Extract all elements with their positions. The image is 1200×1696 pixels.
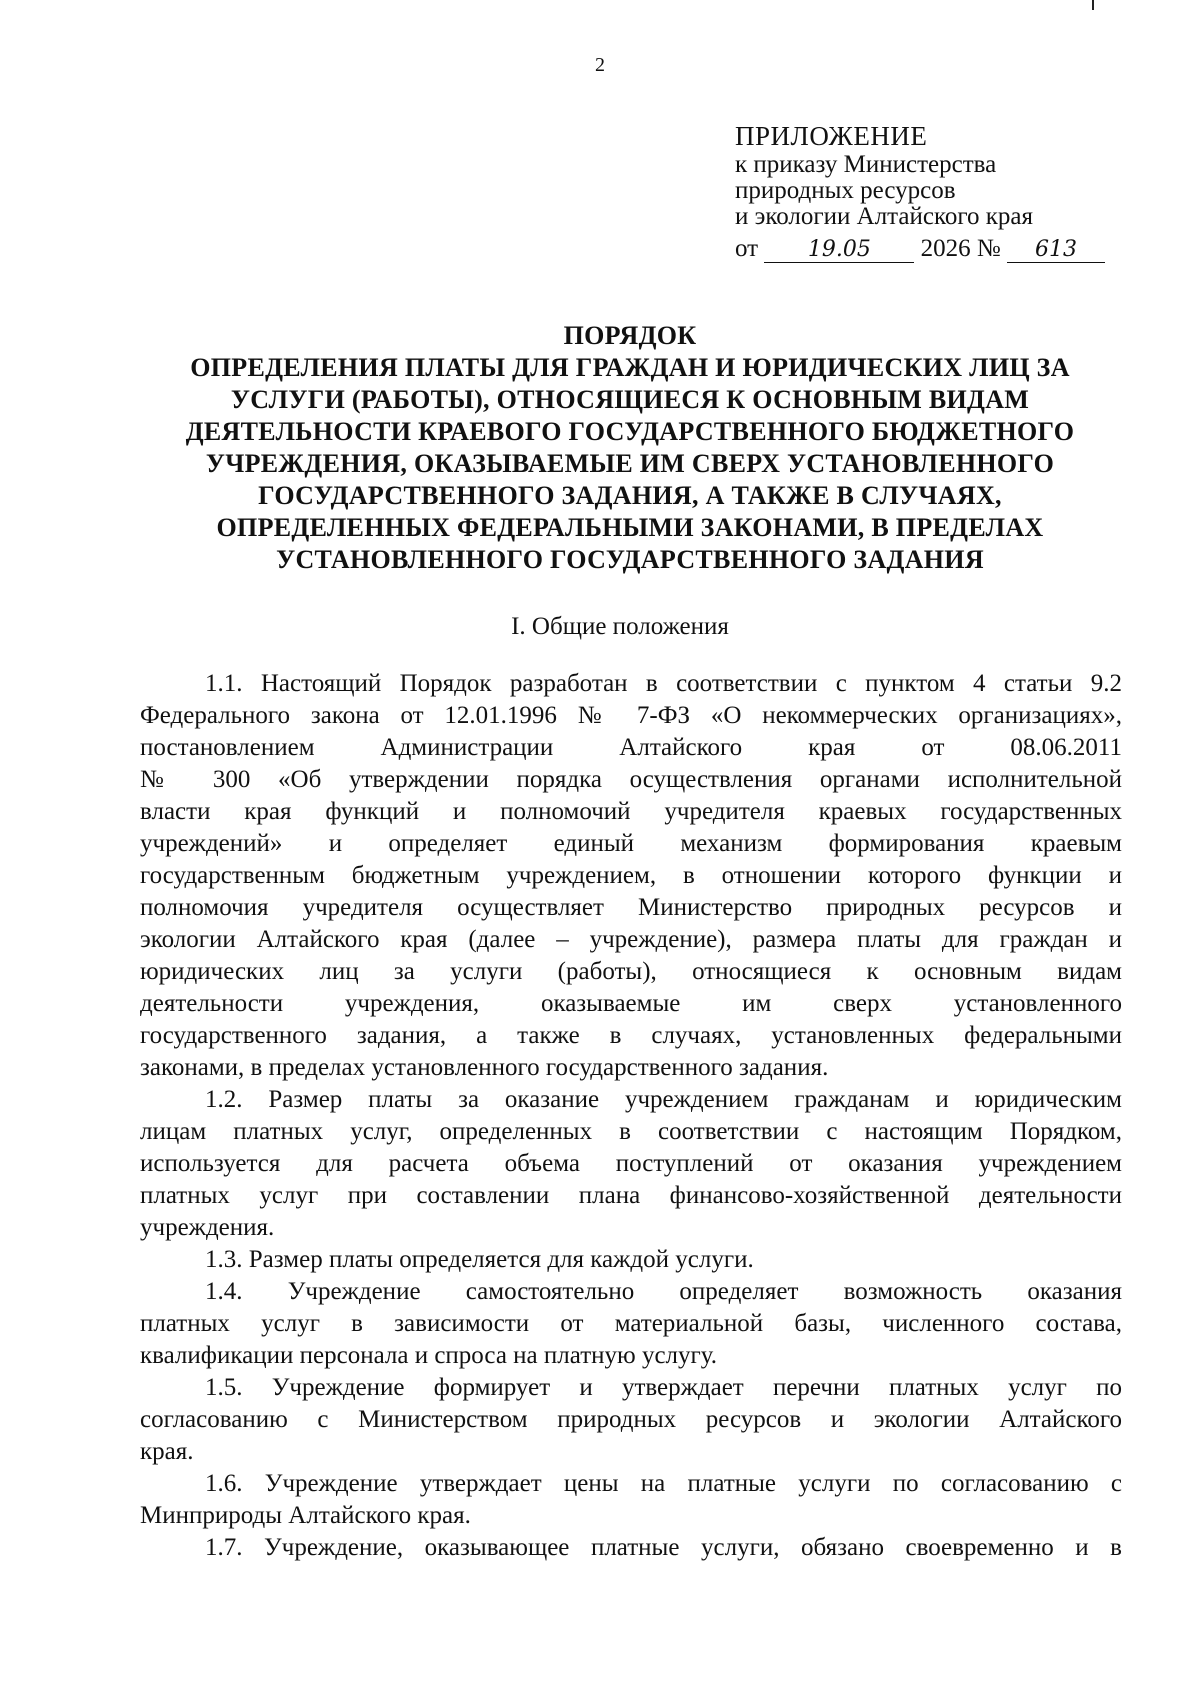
paragraph-line: учреждения. (140, 1214, 275, 1241)
title-line: ОПРЕДЕЛЕНИЯ ПЛАТЫ ДЛЯ ГРАЖДАН И ЮРИДИЧЕСКИХ ЛИЦ ЗА (190, 353, 1070, 382)
paragraph-line: экологии Алтайского края (далее – учреждение), размера платы для граждан и (140, 926, 1122, 953)
paragraph (140, 1084, 1122, 1244)
year-label: 2026 № (920, 235, 1001, 262)
paragraph-line: платных услуг в зависимости от материальной базы, численного состава, (140, 1310, 1122, 1337)
appendix-heading: ПРИЛОЖЕНИЕ (735, 121, 928, 151)
paragraph-line: учреждений» и определяет единый механизм формирования краевым (140, 830, 1122, 857)
page-number: 2 (595, 54, 605, 76)
paragraph-line: 1.6. Учреждение утверждает цены на платные услуги по согласованию с (205, 1470, 1122, 1497)
paragraph-line: государственным бюджетным учреждением, в отношении которого функции и (140, 862, 1122, 889)
paragraph-line: государственного задания, а также в случаях, установленных федеральными (140, 1022, 1122, 1049)
appendix-line: природных ресурсов (735, 177, 956, 204)
appendix-date-line (735, 236, 1135, 263)
title-line: УЧРЕЖДЕНИЯ, ОКАЗЫВАЕМЫЕ ИМ СВЕРХ УСТАНОВЛЕННОГО (205, 449, 1055, 478)
paragraph-line: используется для расчета объема поступлений от оказания учреждением (140, 1150, 1122, 1177)
handwritten-date: 19.05 (764, 238, 914, 263)
paragraph-line: Федерального закона от 12.01.1996 № 7-ФЗ «О некоммерческих организациях», (140, 702, 1122, 729)
paragraph-line: 1.3. Размер платы определяется для каждой услуги. (205, 1246, 754, 1273)
paragraph-line: 1.5. Учреждение формирует и утверждает перечни платных услуг по (205, 1374, 1122, 1401)
paragraph (140, 1468, 1122, 1532)
title-line: УСТАНОВЛЕННОГО ГОСУДАРСТВЕННОГО ЗАДАНИЯ (276, 545, 984, 574)
paragraph-line: деятельности учреждения, оказываемые им сверх установленного (140, 990, 1122, 1017)
paragraph-line: края. (140, 1438, 194, 1465)
title-line: ДЕЯТЕЛЬНОСТИ КРАЕВОГО ГОСУДАРСТВЕННОГО БЮДЖЕТНОГО (185, 417, 1075, 446)
paragraph-line: лицам платных услуг, определенных в соответствии с настоящим Порядком, (140, 1118, 1122, 1145)
document-body (140, 668, 1122, 1564)
paragraph-line: полномочия учредителя осуществляет Министерство природных ресурсов и (140, 894, 1122, 921)
paragraph-line: № 300 «Об утверждении порядка осуществления органами исполнительной (140, 766, 1122, 793)
title-line: ОПРЕДЕЛЕННЫХ ФЕДЕРАЛЬНЫМИ ЗАКОНАМИ, В ПРЕДЕЛАХ (216, 513, 1044, 542)
document-title (140, 320, 1120, 576)
paragraph (140, 1276, 1122, 1372)
paragraph-line: Минприроды Алтайского края. (140, 1502, 471, 1529)
section-heading: I. Общие положения (511, 613, 729, 640)
scan-edge-mark (1092, 0, 1094, 10)
paragraph (140, 1244, 1122, 1276)
paragraph-line: законами, в пределах установленного государственного задания. (140, 1054, 829, 1081)
appendix-block (735, 120, 1135, 263)
appendix-line: к приказу Министерства (735, 151, 997, 178)
paragraph-line: 1.2. Размер платы за оказание учреждением гражданам и юридическим (205, 1086, 1122, 1113)
title-line: ГОСУДАРСТВЕННОГО ЗАДАНИЯ, А ТАКЖЕ В СЛУЧАЯХ, (258, 481, 1002, 510)
paragraph-line: 1.4. Учреждение самостоятельно определяет возможность оказания (205, 1278, 1122, 1305)
paragraph-line: квалификации персонала и спроса на платную услугу. (140, 1342, 718, 1369)
paragraph-line: юридических лиц за услуги (работы), относящиеся к основным видам (140, 958, 1122, 985)
paragraph-line: власти края функций и полномочий учредителя краевых государственных (140, 798, 1122, 825)
handwritten-number: 613 (1007, 238, 1105, 263)
title-heading: ПОРЯДОК (563, 321, 697, 350)
paragraph-line: 1.7. Учреждение, оказывающее платные услуги, обязано своевременно и в (205, 1534, 1122, 1561)
paragraph-line: 1.1. Настоящий Порядок разработан в соответствии с пунктом 4 статьи 9.2 (205, 670, 1122, 697)
appendix-line: и экологии Алтайского края (735, 203, 1033, 230)
paragraph-line: платных услуг при составлении плана финансово-хозяйственной деятельности (140, 1182, 1122, 1209)
paragraph (140, 668, 1122, 1084)
date-prefix: от (735, 235, 759, 262)
paragraph-line: согласованию с Министерством природных ресурсов и экологии Алтайского (140, 1406, 1122, 1433)
title-line: УСЛУГИ (РАБОТЫ), ОТНОСЯЩИЕСЯ К ОСНОВНЫМ ВИДАМ (230, 385, 1030, 414)
paragraph (140, 1372, 1122, 1468)
paragraph (140, 1532, 1122, 1564)
paragraph-line: постановлением Администрации Алтайского края от 08.06.2011 (140, 734, 1122, 761)
